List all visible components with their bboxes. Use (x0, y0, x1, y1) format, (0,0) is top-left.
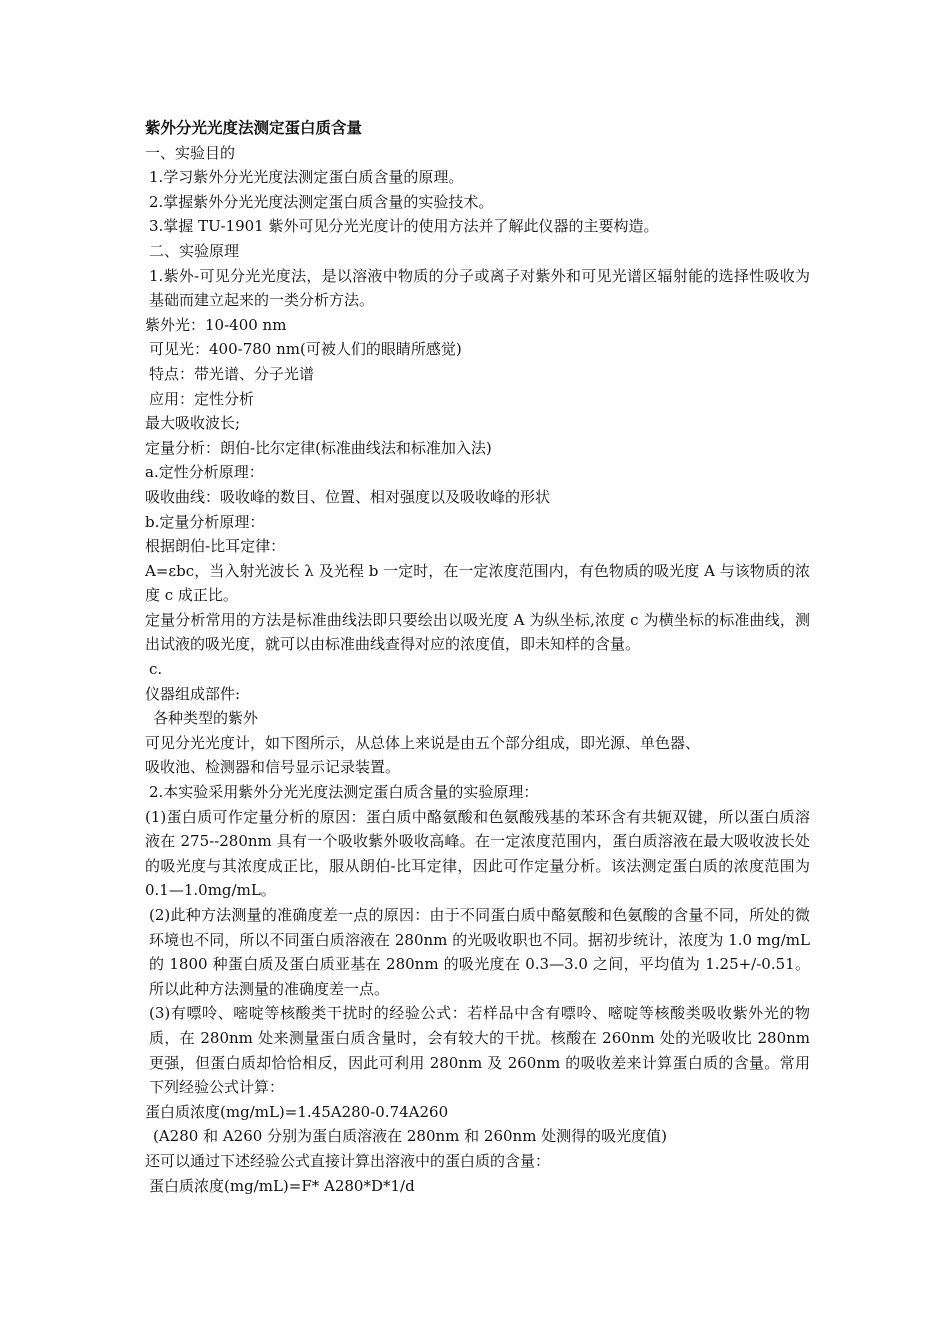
max-absorption-line: 最大吸收波长; (145, 414, 241, 433)
quantitative-analysis-line: 定量分析：朗伯-比尔定律(标准曲线法和标准加入法) (145, 438, 492, 457)
instrument-components-heading: 仪器组成部件: (145, 684, 241, 703)
quantitative-principle-heading: b.定量分析原理： (145, 512, 265, 531)
purpose-item-3: 3.掌握 TU-1901 紫外可见分光光度计的使用方法并了解此仪器的主要构造。 (149, 217, 659, 236)
section-heading-purpose: 一、实验目的 (145, 143, 236, 162)
experiment-principle-heading: 2.本实验采用紫外分光光度法测定蛋白质含量的实验原理： (149, 783, 539, 802)
formula-2-intro: 还可以通过下述经验公式直接计算出溶液中的蛋白质的含量： (145, 1151, 551, 1170)
beer-lambert-heading: 根据朗伯-比耳定律： (145, 537, 286, 556)
principle-point-2: (2)此种方法测量的准确度差一点的原因：由于不同蛋白质中酪氨酸和色氨酸的含量不同，所处的微环境也不同，所以不同蛋白质溶液在 280nm 的光吸收职也不同。据初步统计，浓度为 1.0 mg/mL 的 1800 种蛋白质及蛋白质亚基在 280nm 的吸光度在 0.3—3.0 之间，平均值为 1.25+/-0.51。所以此种方法测量的准确度差一点。 (149, 906, 810, 998)
formula-1-line: 蛋白质浓度(mg/mL)=1.45A280-0.74A260 (145, 1102, 449, 1121)
purpose-item-1: 1.学习紫外分光光度法测定蛋白质含量的原理。 (149, 168, 464, 187)
item-c-line: c. (149, 660, 163, 679)
principle-paragraph-1: 1.紫外-可见分光光度法，是以溶液中物质的分子或离子对紫外和可见光谱区辐射能的选择性吸收为基础而建立起来的一类分析方法。 (149, 266, 810, 310)
features-line: 特点：带光谱、分子光谱 (149, 364, 315, 383)
formula-2-line: 蛋白质浓度(mg/mL)=F* A280*D*1/d (149, 1176, 415, 1195)
formula-1-note: (A280 和 A260 分别为蛋白质溶液在 280nm 和 260nm 处测得的吸光度值) (153, 1127, 668, 1146)
principle-point-1: (1)蛋白质可作定量分析的原因：蛋白质中酪氨酸和色氨酸残基的苯环含有共轭双键，所以蛋白质溶液在 275--280nm 具有一个吸收紫外吸收高峰。在一定浓度范围内，蛋白质溶液在最大吸收波长处的吸光度与其浓度成正比，服从朗伯-比耳定律，因此可作定量分析。该法测定蛋白质的浓度范围为 0.1—1.0mg/mL。 (145, 807, 810, 900)
principle-point-3: (3)有嘌呤、嘧啶等核酸类干扰时的经验公式：若样品中含有嘌呤、嘧啶等核酸类吸收紫外光的物质，在 280nm 处来测量蛋白质含量时，会有较大的干扰。核酸在 260nm 处的光吸收比 280nm 更强，但蛋白质却恰恰相反，因此可利用 280nm 及 260nm 的吸收差来计算蛋白质的含量。常用下列经验公式计算： (149, 1004, 810, 1097)
instrument-description-line-1: 可见分光光度计，如下图所示，从总体上来说是由五个部分组成，即光源、单色器、 (145, 733, 701, 752)
section-heading-principle: 二、实验原理 (149, 241, 240, 260)
beer-lambert-paragraph: A=εbc，当入射光波长 λ 及光程 b 一定时，在一定浓度范围内，有色物质的吸光度 A 与该物质的浓度 c 成正比。 (145, 561, 810, 605)
absorption-curve-line: 吸收曲线：吸收峰的数目、位置、相对强度以及吸收峰的形状 (145, 487, 551, 506)
instrument-description-line-2: 吸收池、检测器和信号显示记录装置。 (145, 758, 401, 777)
document-body (145, 116, 810, 1198)
document-title: 紫外分光光度法测定蛋白质含量 (145, 118, 363, 137)
instrument-types-line: 各种类型的紫外 (153, 709, 259, 728)
qualitative-principle-heading: a.定性分析原理： (145, 463, 264, 482)
uv-range-line: 紫外光：10-400 nm (145, 315, 287, 334)
purpose-item-2: 2.掌握紫外分光光度法测定蛋白质含量的实验技术。 (149, 192, 494, 211)
standard-curve-paragraph: 定量分析常用的方法是标准曲线法即只要绘出以吸光度 A 为纵坐标,浓度 c 为横坐标的标准曲线，测出试液的吸光度，就可以由标准曲线查得对应的浓度值，即未知样的含量。 (145, 610, 810, 654)
visible-range-line: 可见光：400-780 nm(可被人们的眼睛所感觉) (149, 340, 462, 359)
application-line: 应用：定性分析 (149, 389, 255, 408)
